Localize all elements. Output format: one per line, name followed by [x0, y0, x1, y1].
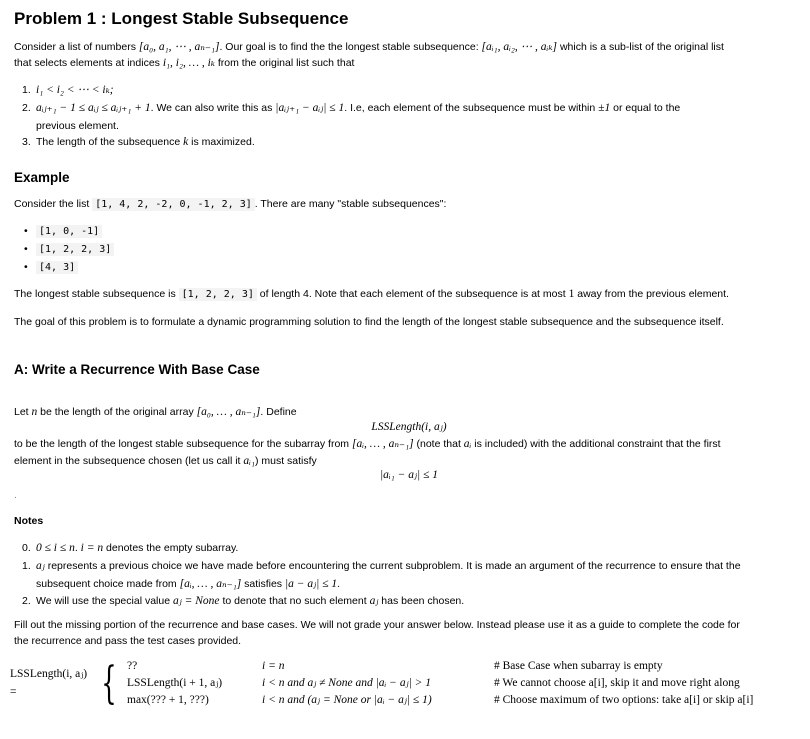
example-consider: Consider the list [1, 4, 2, -2, 0, -1, 2, 3] . There are many "stable subsequences":	[14, 198, 447, 210]
intro-line-2: that selects elements at indices i₁, i₂, … , iₖ from the original list such that	[14, 57, 355, 69]
case-comment: # Base Case when subarray is empty	[494, 660, 663, 672]
subsequence-notation: [aᵢ₁, aᵢ₂, ⋯ , aᵢₖ]	[481, 41, 558, 53]
list-item: • [1, 2, 2, 3]	[14, 241, 114, 259]
left-brace: {	[101, 657, 117, 709]
case-value: LSSLength(i + 1, aⱼ)	[127, 677, 223, 689]
element-sentence: element in the subsequence chosen (let us call it aᵢ₁) must satisfy	[14, 455, 317, 467]
condition-item: 1. i₁ < i₂ < ⋯ < iₖ;	[22, 84, 114, 96]
case-comment: # Choose maximum of two options: take a[i] or skip a[i]	[494, 694, 754, 706]
let-n-sentence: Let n be the length of the original array [a₀, … , aₙ₋₁]. Define	[14, 406, 297, 418]
page-title: Problem 1 : Longest Stable Subsequence	[14, 9, 349, 28]
example-list-code: [1, 4, 2, -2, 0, -1, 2, 3]	[92, 198, 255, 211]
condition-item: 2. aᵢⱼ₊₁ − 1 ≤ aᵢⱼ ≤ aᵢⱼ₊₁ + 1. We can also write this as |aᵢⱼ₊₁ − aᵢⱼ| ≤ 1. I.e, each element of the subsequence must be within ±1 or equal to the previous element.	[22, 101, 681, 132]
indices-notation: i₁, i₂, … , iₖ	[162, 57, 215, 69]
note-item: 0. 0 ≤ i ≤ n. i = n denotes the empty subarray.	[22, 542, 239, 554]
notes-heading: Notes	[14, 515, 44, 527]
note-item: 2. We will use the special value aⱼ = None to denote that no such element aⱼ has been chosen.	[22, 595, 465, 608]
fillout-line-1: Fill out the missing portion of the recurrence and base cases. We will not grade your answer below. Instead please use it as a guide to complete the code for	[14, 619, 740, 631]
stable-subsequence-list	[14, 223, 114, 277]
list-notation: [a₀, a₁, ⋯ , aₙ₋₁]	[138, 41, 220, 53]
case-comment: # We cannot choose a[i], skip it and move right along	[494, 677, 740, 689]
recurrence-equation	[10, 658, 804, 709]
case-condition: i = n	[262, 660, 285, 672]
notes-list	[14, 540, 794, 611]
case-condition: i < n and aⱼ ≠ None and |aᵢ − aⱼ| > 1	[262, 677, 432, 689]
list-item: • [1, 0, -1]	[14, 223, 114, 241]
case-condition: i < n and (aⱼ = None or |aᵢ − aⱼ| ≤ 1)	[262, 694, 432, 706]
conditions-list	[14, 82, 794, 152]
recurrence-lhs: LSSLength(i, aⱼ) =	[10, 667, 88, 698]
case-value: max(??? + 1, ???)	[127, 694, 209, 706]
tobe-sentence: to be the length of the longest stable subsequence for the subarray from [aᵢ, … , aₙ₋₁] (note that aᵢ is included) with the additional constraint that the first	[14, 438, 721, 450]
constraint-equation: |aᵢ₁ − aⱼ| ≤ 1	[380, 469, 438, 481]
fillout-line-2: the recurrence and pass the test cases provided.	[14, 635, 242, 647]
section-a-heading: A: Write a Recurrence With Base Case	[14, 362, 260, 377]
note-item: 1. aⱼ represents a previous choice we have made before encountering the current subproblem. It is made an argument of the recurrence to ensure that the subsequent choice made from [aᵢ, … , aₙ₋₁] satisfies |a − aⱼ| ≤ 1.	[22, 559, 741, 590]
stray-dot: .	[14, 489, 17, 501]
list-item: • [4, 3]	[14, 259, 114, 277]
intro-line-1: Consider a list of numbers [a₀, a₁, ⋯ , aₙ₋₁]. Our goal is to find the the longest stable subsequence: [aᵢ₁, aᵢ₂, ⋯ , aᵢₖ] which is a sub-list of the original list	[14, 41, 724, 53]
goal-sentence: The goal of this problem is to formulate a dynamic programming solution to find the length of the longest stable subsequence and the subsequence itself.	[14, 316, 724, 328]
recurrence-cases	[127, 658, 804, 709]
condition-item: 3. The length of the subsequence k is maximized.	[22, 135, 255, 148]
example-heading: Example	[14, 170, 70, 185]
define-equation: LSSLength(i, aⱼ)	[371, 421, 447, 433]
longest-sentence: The longest stable subsequence is [1, 2, 2, 3] of length 4. Note that each element of the subsequence is at most 1 away from the previous element.	[14, 288, 729, 300]
case-value: ??	[127, 660, 138, 672]
